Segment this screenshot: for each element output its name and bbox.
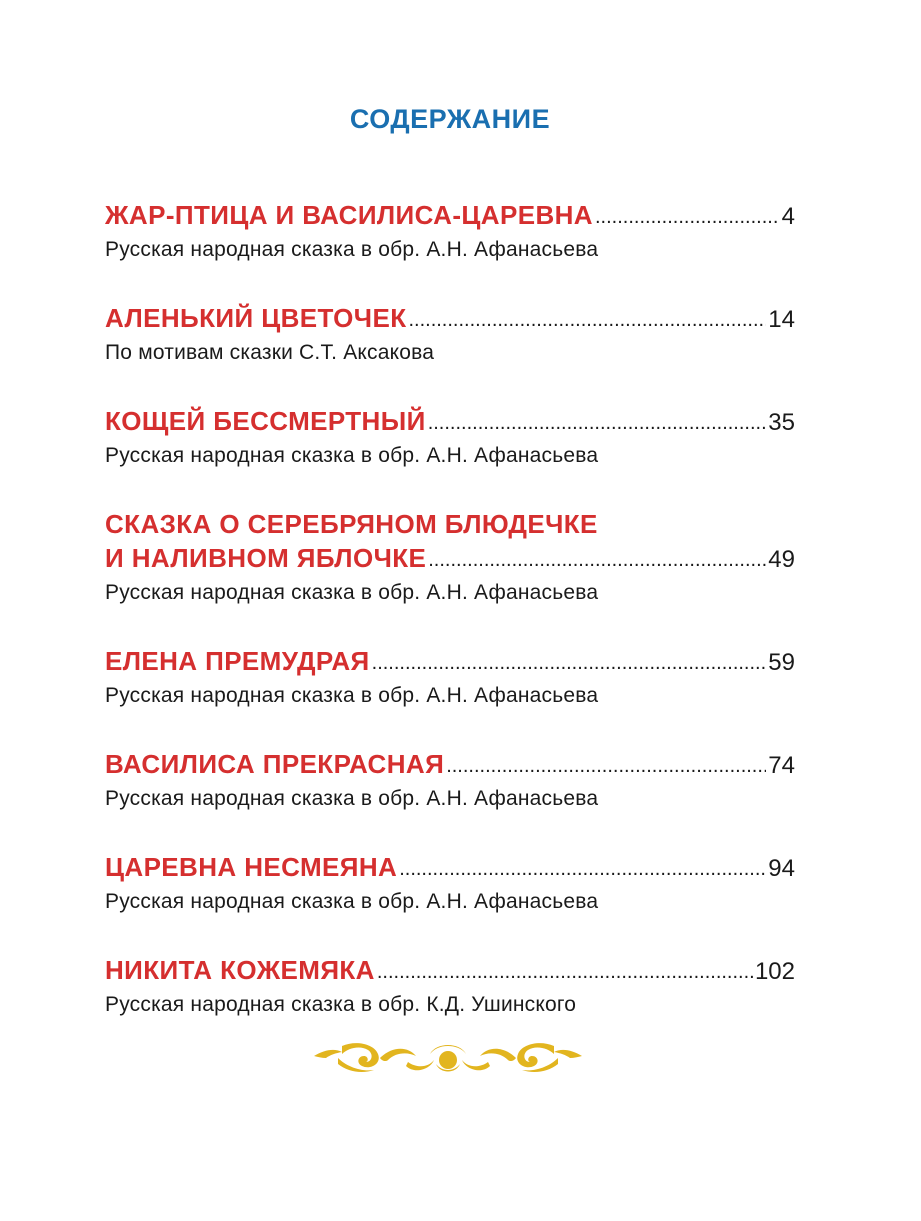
dot-leader — [428, 543, 766, 577]
toc-entry-title: ВАСИЛИСА ПРЕКРАСНАЯ — [105, 749, 445, 779]
toc-entry[interactable] — [105, 747, 795, 814]
toc-entry-page-number: 49 — [768, 546, 795, 573]
gold-scroll-ornament-icon — [312, 1036, 584, 1076]
toc-entry-page-number: 14 — [768, 306, 795, 333]
toc-entry-title-row — [105, 747, 795, 784]
dot-leader — [377, 955, 753, 989]
toc-entry-title: АЛЕНЬКИЙ ЦВЕТОЧЕК — [105, 303, 407, 333]
toc-entry[interactable] — [105, 507, 795, 608]
toc-entry[interactable] — [105, 404, 795, 471]
toc-entry-subtitle: Русская народная сказка в обр. А.Н. Афанасьева — [105, 581, 599, 604]
toc-entry-subtitle: Русская народная сказка в обр. А.Н. Афанасьева — [105, 787, 599, 810]
toc-entry-title-row — [105, 301, 795, 338]
dot-leader — [446, 749, 766, 783]
toc-entry[interactable] — [105, 953, 795, 1020]
toc-entry[interactable] — [105, 850, 795, 917]
toc-entry-title-row — [105, 198, 795, 235]
toc-entry[interactable] — [105, 644, 795, 711]
toc-entry-subtitle: Русская народная сказка в обр. А.Н. Афанасьева — [105, 238, 599, 261]
toc-entry-title-row — [105, 953, 795, 990]
page-title: СОДЕРЖАНИЕ — [349, 104, 551, 134]
toc-entry[interactable] — [105, 301, 795, 368]
toc-entry-title: ЖАР-ПТИЦА И ВАСИЛИСА-ЦАРЕВНА — [105, 200, 593, 230]
toc-entry-page-number: 102 — [754, 958, 795, 985]
toc-entry-title-row — [105, 541, 795, 578]
toc-entry-title-row — [105, 644, 795, 681]
toc-entry[interactable] — [105, 198, 795, 265]
toc-entry-subtitle: По мотивам сказки С.Т. Аксакова — [105, 341, 435, 364]
table-of-contents — [105, 198, 795, 1056]
toc-entry-subtitle: Русская народная сказка в обр. К.Д. Ушинского — [105, 993, 577, 1016]
dot-leader — [428, 406, 767, 440]
toc-entry-page-number: 4 — [781, 203, 795, 230]
toc-entry-subtitle: Русская народная сказка в обр. А.Н. Афанасьева — [105, 444, 599, 467]
toc-entry-title: ЕЛЕНА ПРЕМУДРАЯ — [105, 646, 370, 676]
dot-leader — [372, 646, 767, 680]
toc-entry-title: КОЩЕЙ БЕССМЕРТНЫЙ — [105, 406, 426, 436]
toc-entry-subtitle: Русская народная сказка в обр. А.Н. Афанасьева — [105, 890, 599, 913]
toc-entry-page-number: 94 — [768, 855, 795, 882]
dot-leader — [595, 200, 780, 234]
dot-leader — [399, 852, 766, 886]
toc-entry-title-row — [105, 850, 795, 887]
toc-entry-page-number: 74 — [768, 752, 795, 779]
dot-leader — [408, 303, 766, 337]
toc-entry-title-row — [105, 404, 795, 441]
toc-entry-page-number: 59 — [768, 649, 795, 676]
toc-entry-title: НИКИТА КОЖЕМЯКА — [105, 955, 375, 985]
toc-entry-page-number: 35 — [768, 409, 795, 436]
toc-entry-title-line1: СКАЗКА О СЕРЕБРЯНОМ БЛЮДЕЧКЕ — [105, 509, 598, 539]
toc-entry-title-line2: И НАЛИВНОМ ЯБЛОЧКЕ — [105, 543, 427, 573]
toc-entry-subtitle: Русская народная сказка в обр. А.Н. Афанасьева — [105, 684, 599, 707]
toc-entry-title: ЦАРЕВНА НЕСМЕЯНА — [105, 852, 398, 882]
